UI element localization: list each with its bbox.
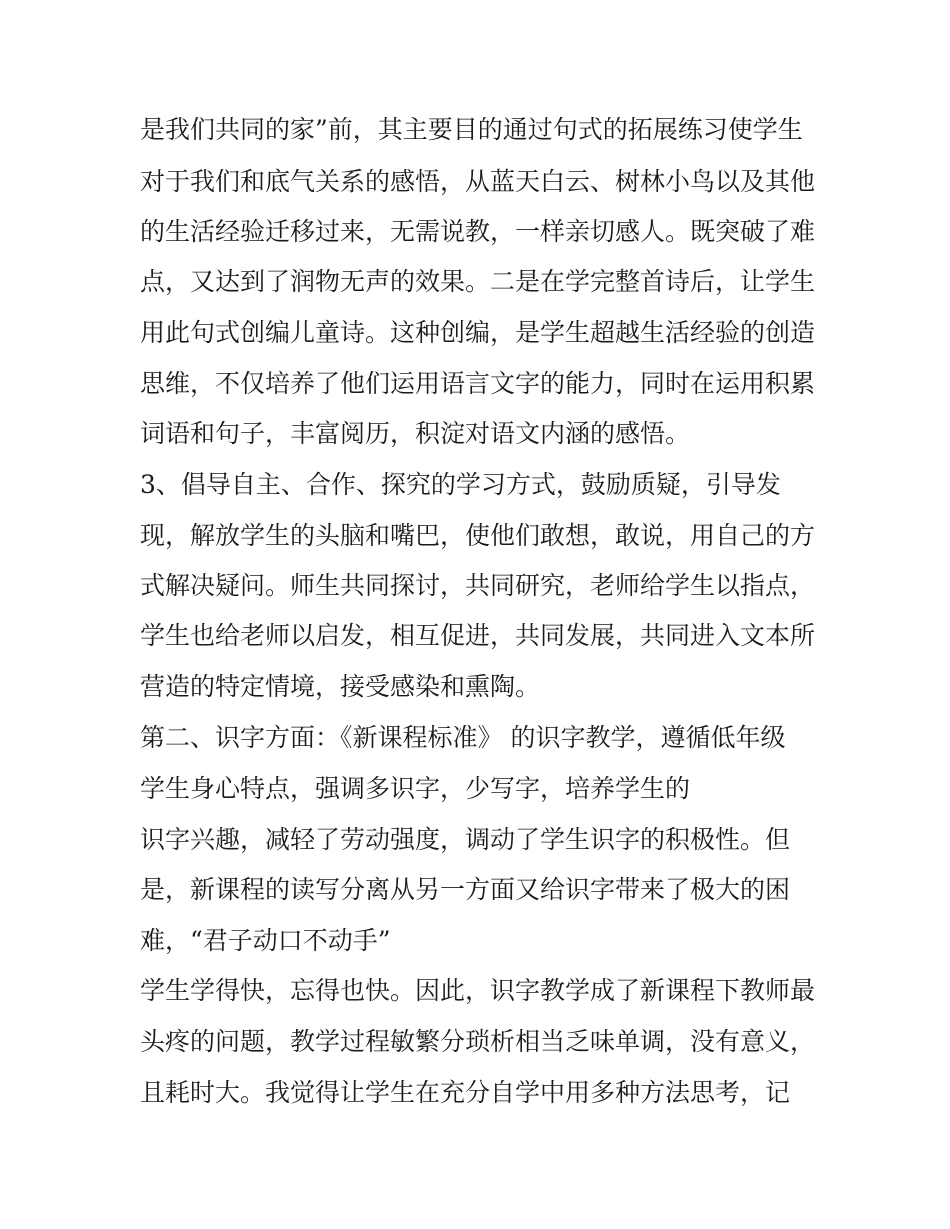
text-line: 思维，不仅培养了他们运用语言文字的能力，同时在运用积累 [140,369,816,398]
text-line: 现，解放学生的头脑和嘴巴，使他们敢想，敢说，用自己的方 [140,521,816,550]
text-line: 学生身心特点，强调多识字，少写字，培养学生的 [140,774,691,803]
text-line: 对于我们和底气关系的感悟，从蓝天白云、树林小鸟以及其他 [140,167,816,196]
text-line: 学生也给老师以启发，相互促进，共同发展，共同进入文本所 [140,621,816,650]
text-line: 且耗时大。我觉得让学生在充分自学中用多种方法思考，记 [140,1078,791,1107]
text-line: 3、倡导自主、合作、探究的学习方式，鼓励质疑，引导发 [140,470,781,499]
text-line: 是我们共同的家”前，其主要目的通过句式的拓展练习使学生 [140,115,803,144]
text-line: 难，“君子动口不动手” [140,926,391,955]
text-line: 词语和句子，丰富阅历，积淀对语文内涵的感悟。 [140,419,691,448]
text-line: 营造的特定情境，接受感染和熏陶。 [140,672,541,701]
text-line: 的生活经验迁移过来，无需说教，一样亲切感人。既突破了难 [140,217,816,246]
text-line: 用此句式创编儿童诗。这种创编，是学生超越生活经验的创造 [140,318,816,347]
text-line: 点，又达到了润物无声的效果。二是在学完整首诗后，让学生 [140,267,816,296]
text-line: 式解决疑问。师生共同探讨，共同研究，老师给学生以指点， [140,571,816,600]
text-line: 头疼的问题，教学过程敏繁分琐析相当乏味单调，没有意义， [140,1027,816,1056]
text-line: 是，新课程的读写分离从另一方面又给识字带来了极大的困 [140,875,791,904]
text-line: 识字兴趣，减轻了劳动强度，调动了学生识字的积极性。但 [140,825,791,854]
text-line: 学生学得快，忘得也快。因此，识字教学成了新课程下教师最 [140,976,816,1005]
text-line: 第二、识字方面：《新课程标准》 的识字教学，遵循低年级 [140,723,786,752]
